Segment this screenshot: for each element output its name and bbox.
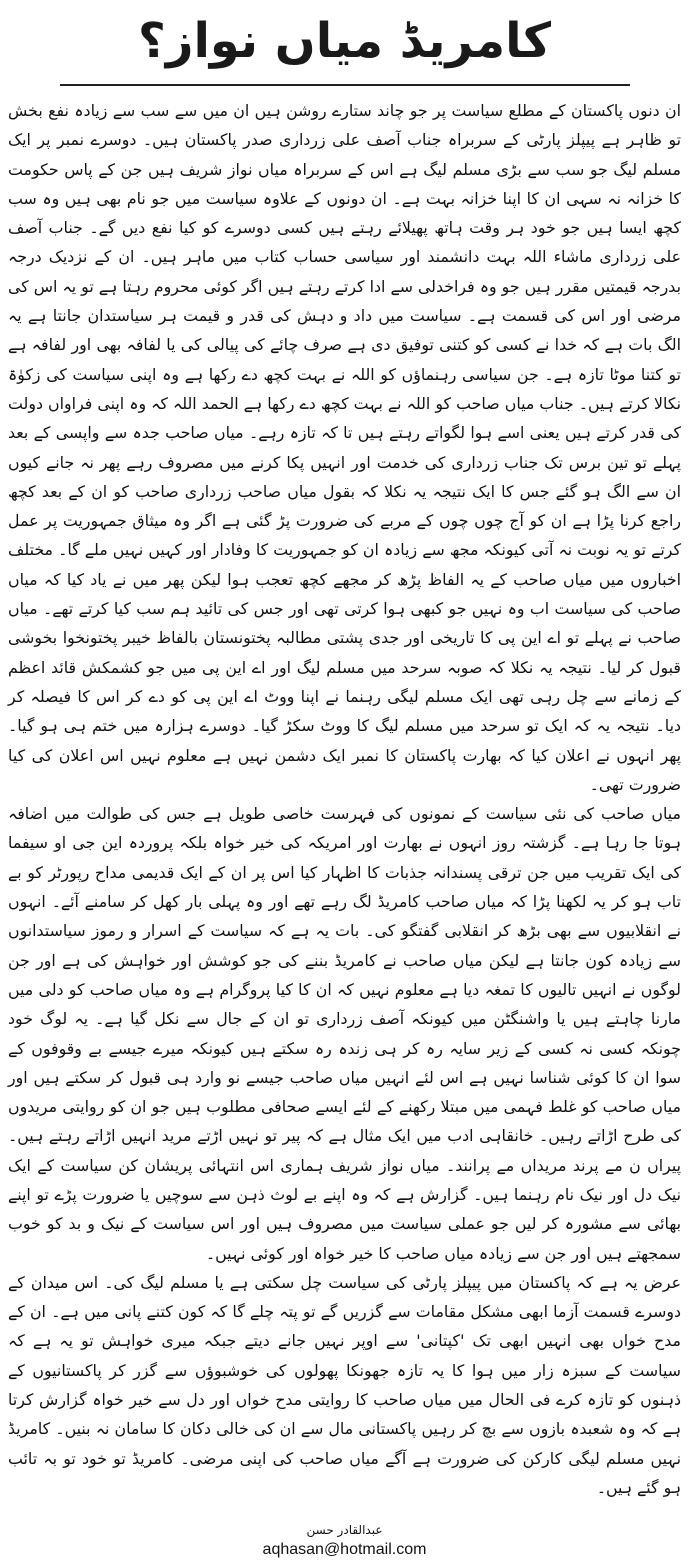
article-body: [8, 96, 681, 1502]
paragraph-1: ان دنوں پاکستان کے مطلع سیاست پر جو چاند ستارے روشن ہیں ان میں سے سب سے زیادہ نفع بخش تو ظاہر ہے پیپلز پارٹی کے سربراہ جناب آصف علی زرداری صدر پاکستان ہیں۔ دوسرے نمبر پر ایک مسلم لیگ جو سب سے بڑی مسلم لیگ ہے اس کے سربراہ میاں نواز شریف ہیں جن کے پاس حکومت کا خزانہ نہ سہی ان کا اپنا خزانہ بہت ہے۔ ان دونوں کے علاوہ سیاست میں جو نام بھی ہیں وہ سب کچھ ایسا ہیں جو خود ہر وقت ہاتھ پھیلائے رہتے ہیں کسی دوسرے کو کیا نفع دیں گے۔ جناب آصف علی زرداری ماشاء اللہ بہت دانشمند اور سیاسی حساب کتاب میں ماہر ہیں۔ ان کے نزدیک درجہ بدرجہ قیمتیں مقرر ہیں جو وہ فراخدلی سے ادا کرتے رہتے ہیں اگر کوئی محروم رہتا ہے تو یہ اس کی مرضی اور اس کی قسمت ہے۔ سیاست میں داد و دہش کی قدر و قیمت ہر سیاستدان جانتا ہے یہ الگ بات ہے کہ خدا نے کسی کو کتنی توفیق دی ہے صرف چائے کی پیالی کی یا لفافہ بھی اور لفافہ ہے تو کتنا موٹا تازہ ہے۔ جن سیاسی رہنماؤں کو اللہ نے بہت کچھ دے رکھا ہے وہ اپنی سیاست کی زکوٰۃ نکالا کرتے ہیں۔ جناب میاں صاحب کو اللہ نے بہت کچھ دے رکھا ہے الحمد اللہ کہ وہ اپنی فراواں دولت کی قدر کرتے ہیں یعنی اسے ہوا لگواتے رہتے ہیں تا کہ تازہ رہے۔ میاں صاحب جدہ سے واپسی کے بعد پہلے تو تین برس تک جناب زرداری کی خدمت اور انہیں پکا کرنے میں مصروف رہے پھر نہ جانے کیوں ان سے الگ ہو گئے جس کا ایک نتیجہ یہ نکلا کہ بقول میاں صاحب زرداری صاحب کو ان کے بعد کچھ راجع کرنا پڑا ہے ان کو آج چوں چوں کے مربے کی ضرورت پڑ گئی ہے اگر وہ میثاق جمہوریت پر عمل کرتے تو یہ نوبت نہ آتی کیونکہ مجھ سے زیادہ ان کو جمہوریت کا وفادار اور کہیں نہیں ملے گا۔ مختلف اخباروں میں میاں صاحب کے یہ الفاظ پڑھ کر مجھے کچھ تعجب ہوا لیکن پھر میں نے یاد کیا کہ میاں صاحب کی سیاست اب وہ نہیں جو کبھی ہوا کرتی تھی اور جس کی تائید ہم سب کیا کرتے تھے۔ میاں صاحب نے پہلے تو اے این پی کا تاریخی اور جدی پشتی مطالبہ پختونستان بالفاظ خیبر پختونخوا بخوشی قبول کر لیا۔ نتیجہ یہ نکلا کہ صوبہ سرحد میں مسلم لیگ اور اے این پی میں جو کشمکش قائد اعظم کے زمانے سے چل رہی تھی ایک مسلم لیگی رہنما نے اپنا ووٹ اے این پی کو دے کر اس کا فیصلہ کر دیا۔ نتیجہ یہ کہ ایک تو سرحد میں مسلم لیگ کا ووٹ سکڑ گیا۔ دوسرے ہزارہ میں ختم ہی ہو گیا۔ پھر انہوں نے اعلان کیا کہ بھارت پاکستان کا نمبر ایک دشمن نہیں ہے معلوم نہیں اس اعلان کی کیا ضرورت تھی۔: [8, 101, 681, 794]
author-name: عبدالقادر حسن: [306, 1523, 383, 1537]
author-email[interactable]: aqhasan@hotmail.com: [262, 1541, 427, 1558]
paragraph-3: عرض یہ ہے کہ پاکستان میں پیپلز پارٹی کی سیاست چل سکتی ہے یا مسلم لیگ کی۔ اس میدان کے دوسرے قسمت آزما ابھی مشکل مقامات سے گزریں گے تو پتہ چلے گا کہ کون کتنے پانی میں ہے۔ ان کے مدح خواں بھی انہیں ابھی تک 'کپتانی' سے اوپر نہیں جانے دیتے جبکہ میری خواہش تو یہ ہے کہ سیاست کے سبزہ زار میں ہوا کا یہ تازہ جھونکا پھولوں کی خوشبوؤں سے گزر کر پاکستانیوں کے ذہنوں کو تازہ کرے فی الحال میں میاں صاحب کا روایتی مدح خواں اور دل سے خیر خواہ گزارش کرتا ہے کہ وہ شعبدہ بازوں سے بچ کر رہیں پاکستانی مال سے ان کی خالی دکان کا سامان نہ بنیں۔ کامریڈ نہیں مسلم لیگی کارکن کی ضرورت ہے آگے میاں صاحب کی اپنی مرضی۔ کامریڈ تو خود تو بہ تائب ہو گئے ہیں۔: [8, 1272, 681, 1497]
headline: کامریڈ میاں نواز؟: [137, 13, 552, 69]
headline-divider: [60, 84, 630, 86]
paragraph-2: میاں صاحب کی نئی سیاست کے نمونوں کی فہرست خاصی طویل ہے جس کی طوالت میں اضافہ ہوتا جا رہا ہے۔ گزشتہ روز انہوں نے بھارت اور امریکہ کی خیر خواہ بلکہ پروردہ این جی او سیفما کی ایک تقریب میں جن ترقی پسندانہ جذبات کا اظہار کیا اس پر ان کے ایک قدیمی مداح رپورٹر کو بے تاب ہو کر یہ لکھنا پڑا کہ میاں صاحب کامریڈ لگ رہے تھے اور وہ پہلی بار کھل کر سامنے آئے۔ انہوں نے انقلابیوں سے بھی بڑھ کر انقلابی گفتگو کی۔ بات یہ ہے کہ سیاست کے اسرار و رموز سیاستدانوں سے زیادہ کون جانتا ہے لیکن میاں صاحب نے کامریڈ بننے کی جو کوشش اور خواہش کی ہے اور جن لوگوں نے انہیں تالیوں کا تمغہ دیا ہے معلوم نہیں کہ ان کا کیا پروگرام ہے وہ میاں صاحب کو دلی میں مارنا چاہتے ہیں یا واشنگٹن میں کیونکہ آصف زرداری تو ان کے جال سے نکل گیا ہے۔ یہ لوگ خود چونکہ کسی نہ کسی کے زیر سایہ رہ کر ہی زندہ رہ سکتے ہیں کیونکہ میرے جیسے بے وقوفوں کے سوا ان کا کوئی شناسا نہیں ہے اس لئے انہیں میاں صاحب جیسے نو وارد ہی قبول کر سکتے ہیں اور میاں صاحب کو غلط فہمی میں مبتلا رکھنے کے لئے ایسے صحافی مطلوب ہیں جو ان کو روایتی مریدوں کی طرح اڑاتے رہیں۔ خانقاہی ادب میں ایک مثال ہے کہ پیر تو نہیں اڑتے مرید انہیں اڑاتے رہتے ہیں۔ پیراں ن مے پرند مریداں مے پرانند۔ میاں نواز شریف ہماری اس انتہائی پریشان کن سیاست کے ایک نیک دل اور نیک نام رہنما ہیں۔ گزارش ہے کہ وہ اپنے بے لوث ذہن سے سوچیں یا ضرورت پڑے تو اپنے بھائی سے مشورہ کر لیں جو عملی سیاست میں مصروف ہیں اور اس سیاست کے نیک و بد کو خوب سمجھتے ہیں اور جن سے زیادہ میاں صاحب کا خیر خواہ اور کوئی نہیں۔: [8, 804, 681, 1263]
